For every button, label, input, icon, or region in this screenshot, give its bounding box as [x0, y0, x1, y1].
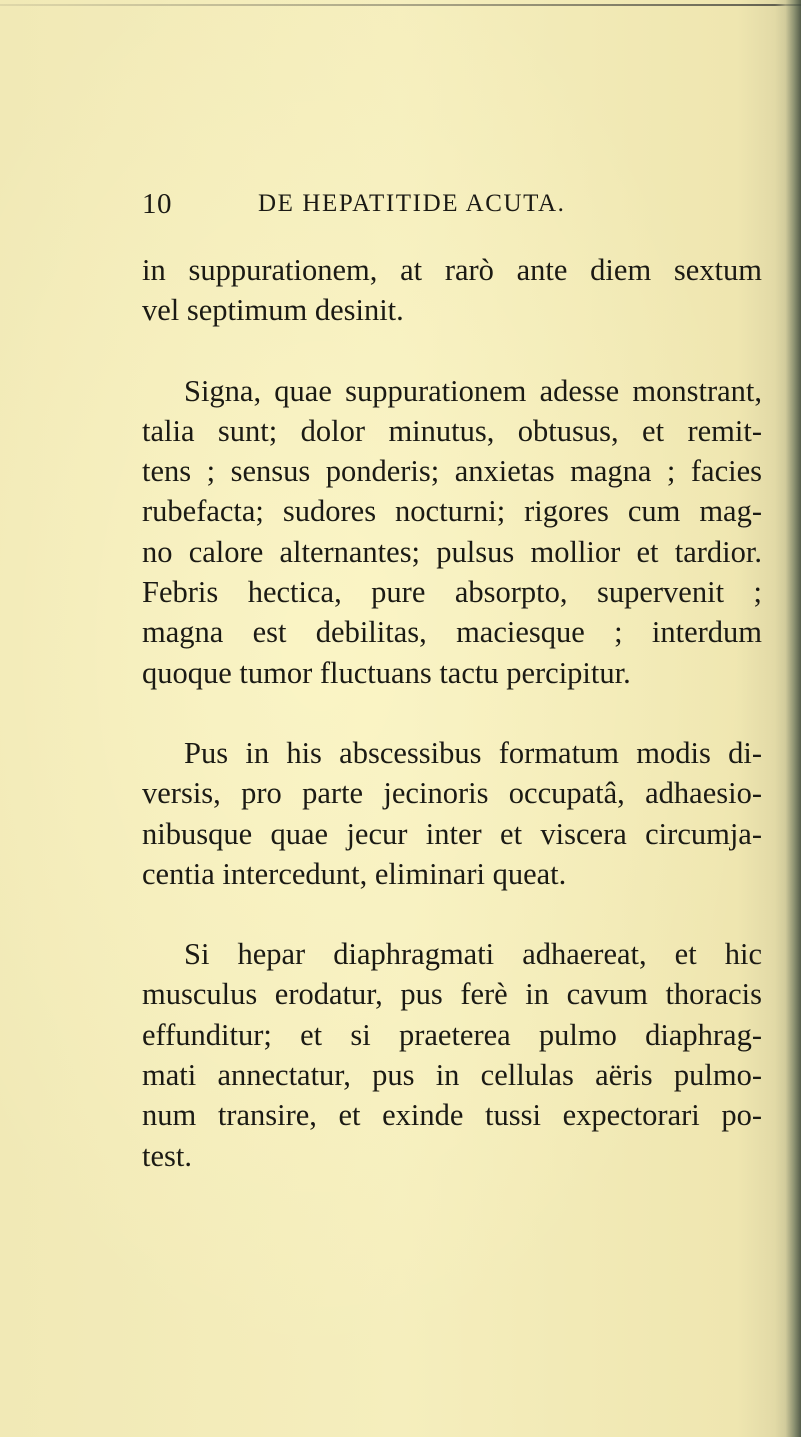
running-head-title: DE HEPATITIDE ACUTA.: [258, 190, 566, 217]
text-line: num transire, et exinde tussi expectorari po-: [142, 1098, 762, 1133]
text-line: Si hepar diaphragmati adhaereat, et hic: [184, 937, 762, 972]
page-edge-shadow: [775, 0, 801, 1437]
text-line: test.: [142, 1138, 192, 1173]
text-line: rubefacta; sudores nocturni; rigores cum mag-: [142, 494, 762, 529]
text-line: effunditur; et si praeterea pulmo diaphrag-: [142, 1017, 762, 1052]
text-line: Pus in his abscessibus formatum modis di-: [184, 735, 762, 770]
text-line: talia sunt; dolor minutus, obtusus, et remit-: [142, 413, 762, 448]
text-line: Signa, quae suppurationem adesse monstrant,: [184, 373, 762, 408]
text-line: magna est debilitas, maciesque ; interdum: [142, 615, 762, 650]
paragraph: [142, 934, 762, 1176]
body-text: [142, 250, 762, 1176]
text-line: tens ; sensus ponderis; anxietas magna ; facies: [142, 454, 762, 489]
text-line: nibusque quae jecur inter et viscera circumja-: [142, 816, 762, 851]
text-line: musculus erodatur, pus ferè in cavum thoracis: [142, 977, 762, 1012]
paragraph: [142, 733, 762, 894]
paragraph: [142, 371, 762, 693]
top-edge-rule: [0, 4, 801, 6]
paragraph: [142, 250, 762, 331]
text-line: mati annectatur, pus in cellulas aëris pulmo-: [142, 1058, 762, 1093]
text-line: quoque tumor fluctuans tactu percipitur.: [142, 655, 631, 690]
running-head: [142, 188, 622, 228]
text-line: in suppurationem, at rarò ante diem sextum: [142, 253, 762, 287]
text-line: Febris hectica, pure absorpto, supervenit ;: [142, 575, 762, 610]
text-line: centia intercedunt, eliminari queat.: [142, 856, 567, 891]
text-line: vel septimum desinit.: [142, 293, 404, 328]
text-line: no calore alternantes; pulsus mollior et tardior.: [142, 534, 762, 569]
page-number: 10: [142, 188, 172, 220]
text-line: versis, pro parte jecinoris occupatâ, adhaesio-: [142, 776, 762, 811]
